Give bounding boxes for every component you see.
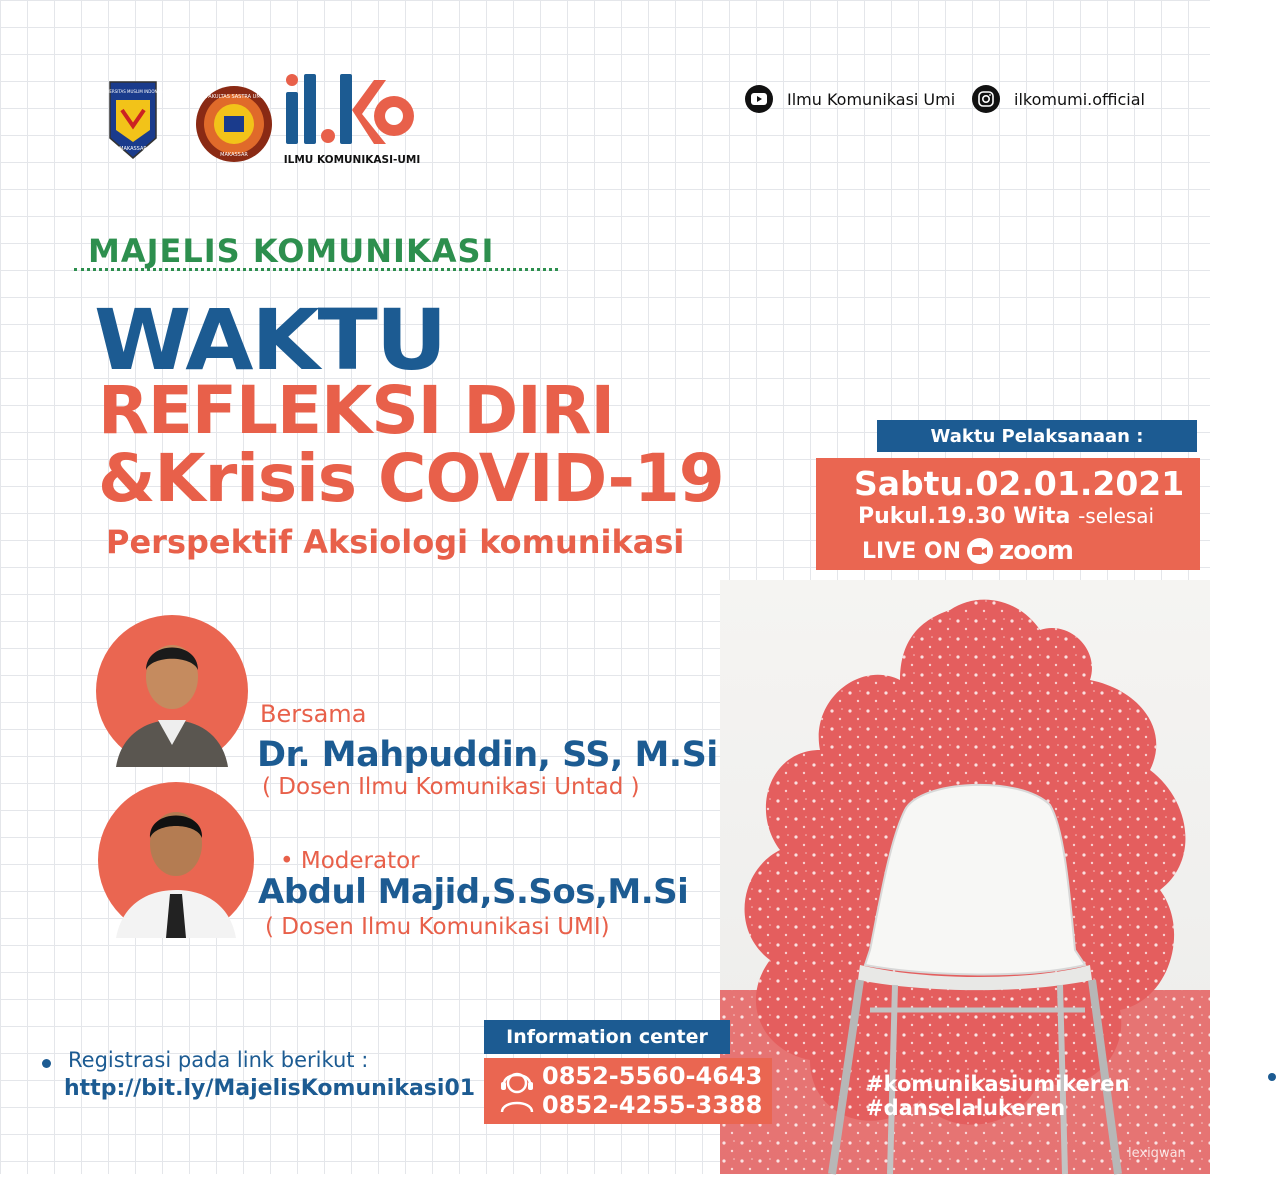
svg-text:MAKASSAR: MAKASSAR [220,152,248,158]
schedule-box [816,458,1200,570]
hashtags [866,1072,1129,1120]
registration-label: Registrasi pada link berikut : [68,1048,369,1072]
title-line-3: &Krisis COVID-19 [98,440,724,517]
event-date: Sabtu.02.01.2021 [854,464,1185,503]
phone-number-2[interactable]: 0852-4255-3388 [542,1091,763,1119]
series-underline [74,268,558,271]
umi-logo [99,80,167,160]
information-center-label: Information center [484,1020,730,1054]
live-on-label: LIVE ON [862,538,962,564]
moderator-name: Abdul Majid,S.Sos,M.Si [258,872,689,912]
fakultas-sastra-logo [194,84,274,164]
instagram-account[interactable] [972,85,1145,113]
moderator-label: • Moderator [280,848,420,874]
title-line-2: REFLEKSI DIRI [98,372,615,449]
live-on-zoom [862,536,1073,566]
edge-dot [1268,1073,1276,1081]
youtube-channel[interactable] [745,85,955,113]
phone-number-1[interactable]: 0852-5560-4643 [542,1062,763,1090]
instagram-handle: ilkomumi.official [1014,89,1145,109]
bullet-dot [42,1059,51,1068]
event-time-value: Pukul.19.30 Wita [858,504,1071,529]
registration-link[interactable]: http://bit.ly/MajelisKomunikasi01 [64,1076,476,1101]
moderator-affiliation: ( Dosen Ilmu Komunikasi UMI) [265,914,610,940]
speaker-name: Dr. Mahpuddin, SS, M.Si [257,735,718,775]
photo-credit: lexiqwan [1128,1146,1186,1161]
svg-text:UNIVERSITAS MUSLIM INDONESIA: UNIVERSITAS MUSLIM INDONESIA [99,89,167,94]
zoom-wordmark: zoom [999,536,1073,566]
speaker-affiliation: ( Dosen Ilmu Komunikasi Untad ) [262,774,640,800]
series-title: MAJELIS KOMUNIKASI [88,232,495,270]
phone-numbers [542,1062,762,1120]
hashtag-2: #danselalukeren [866,1096,1066,1120]
with-label: Bersama [260,700,367,728]
zoom-camera-icon [967,538,993,564]
svg-text:MAKASSAR: MAKASSAR [119,146,147,152]
youtube-name: Ilmu Komunikasi Umi [787,89,956,109]
title-subtitle: Perspektif Aksiologi komunikasi [106,523,685,561]
youtube-icon [745,85,773,113]
event-time-suffix: -selesai [1078,504,1155,528]
svg-text:ILMU KOMUNIKASI-UMI: ILMU KOMUNIKASI-UMI [283,154,421,166]
moderator-photo [98,782,254,938]
instagram-icon [972,85,1000,113]
ilko-logo [282,70,422,166]
speaker-photo [96,615,248,767]
schedule-label: Waktu Pelaksanaan : [877,420,1197,452]
event-time [858,504,1154,529]
information-center-box [484,1058,772,1124]
hashtag-1: #komunikasiumikeren [866,1072,1130,1096]
headset-icon [498,1068,536,1114]
title-line-1: WAKTU [94,291,446,389]
svg-text:FAKULTAS SASTRA UMI: FAKULTAS SASTRA UMI [205,94,263,100]
